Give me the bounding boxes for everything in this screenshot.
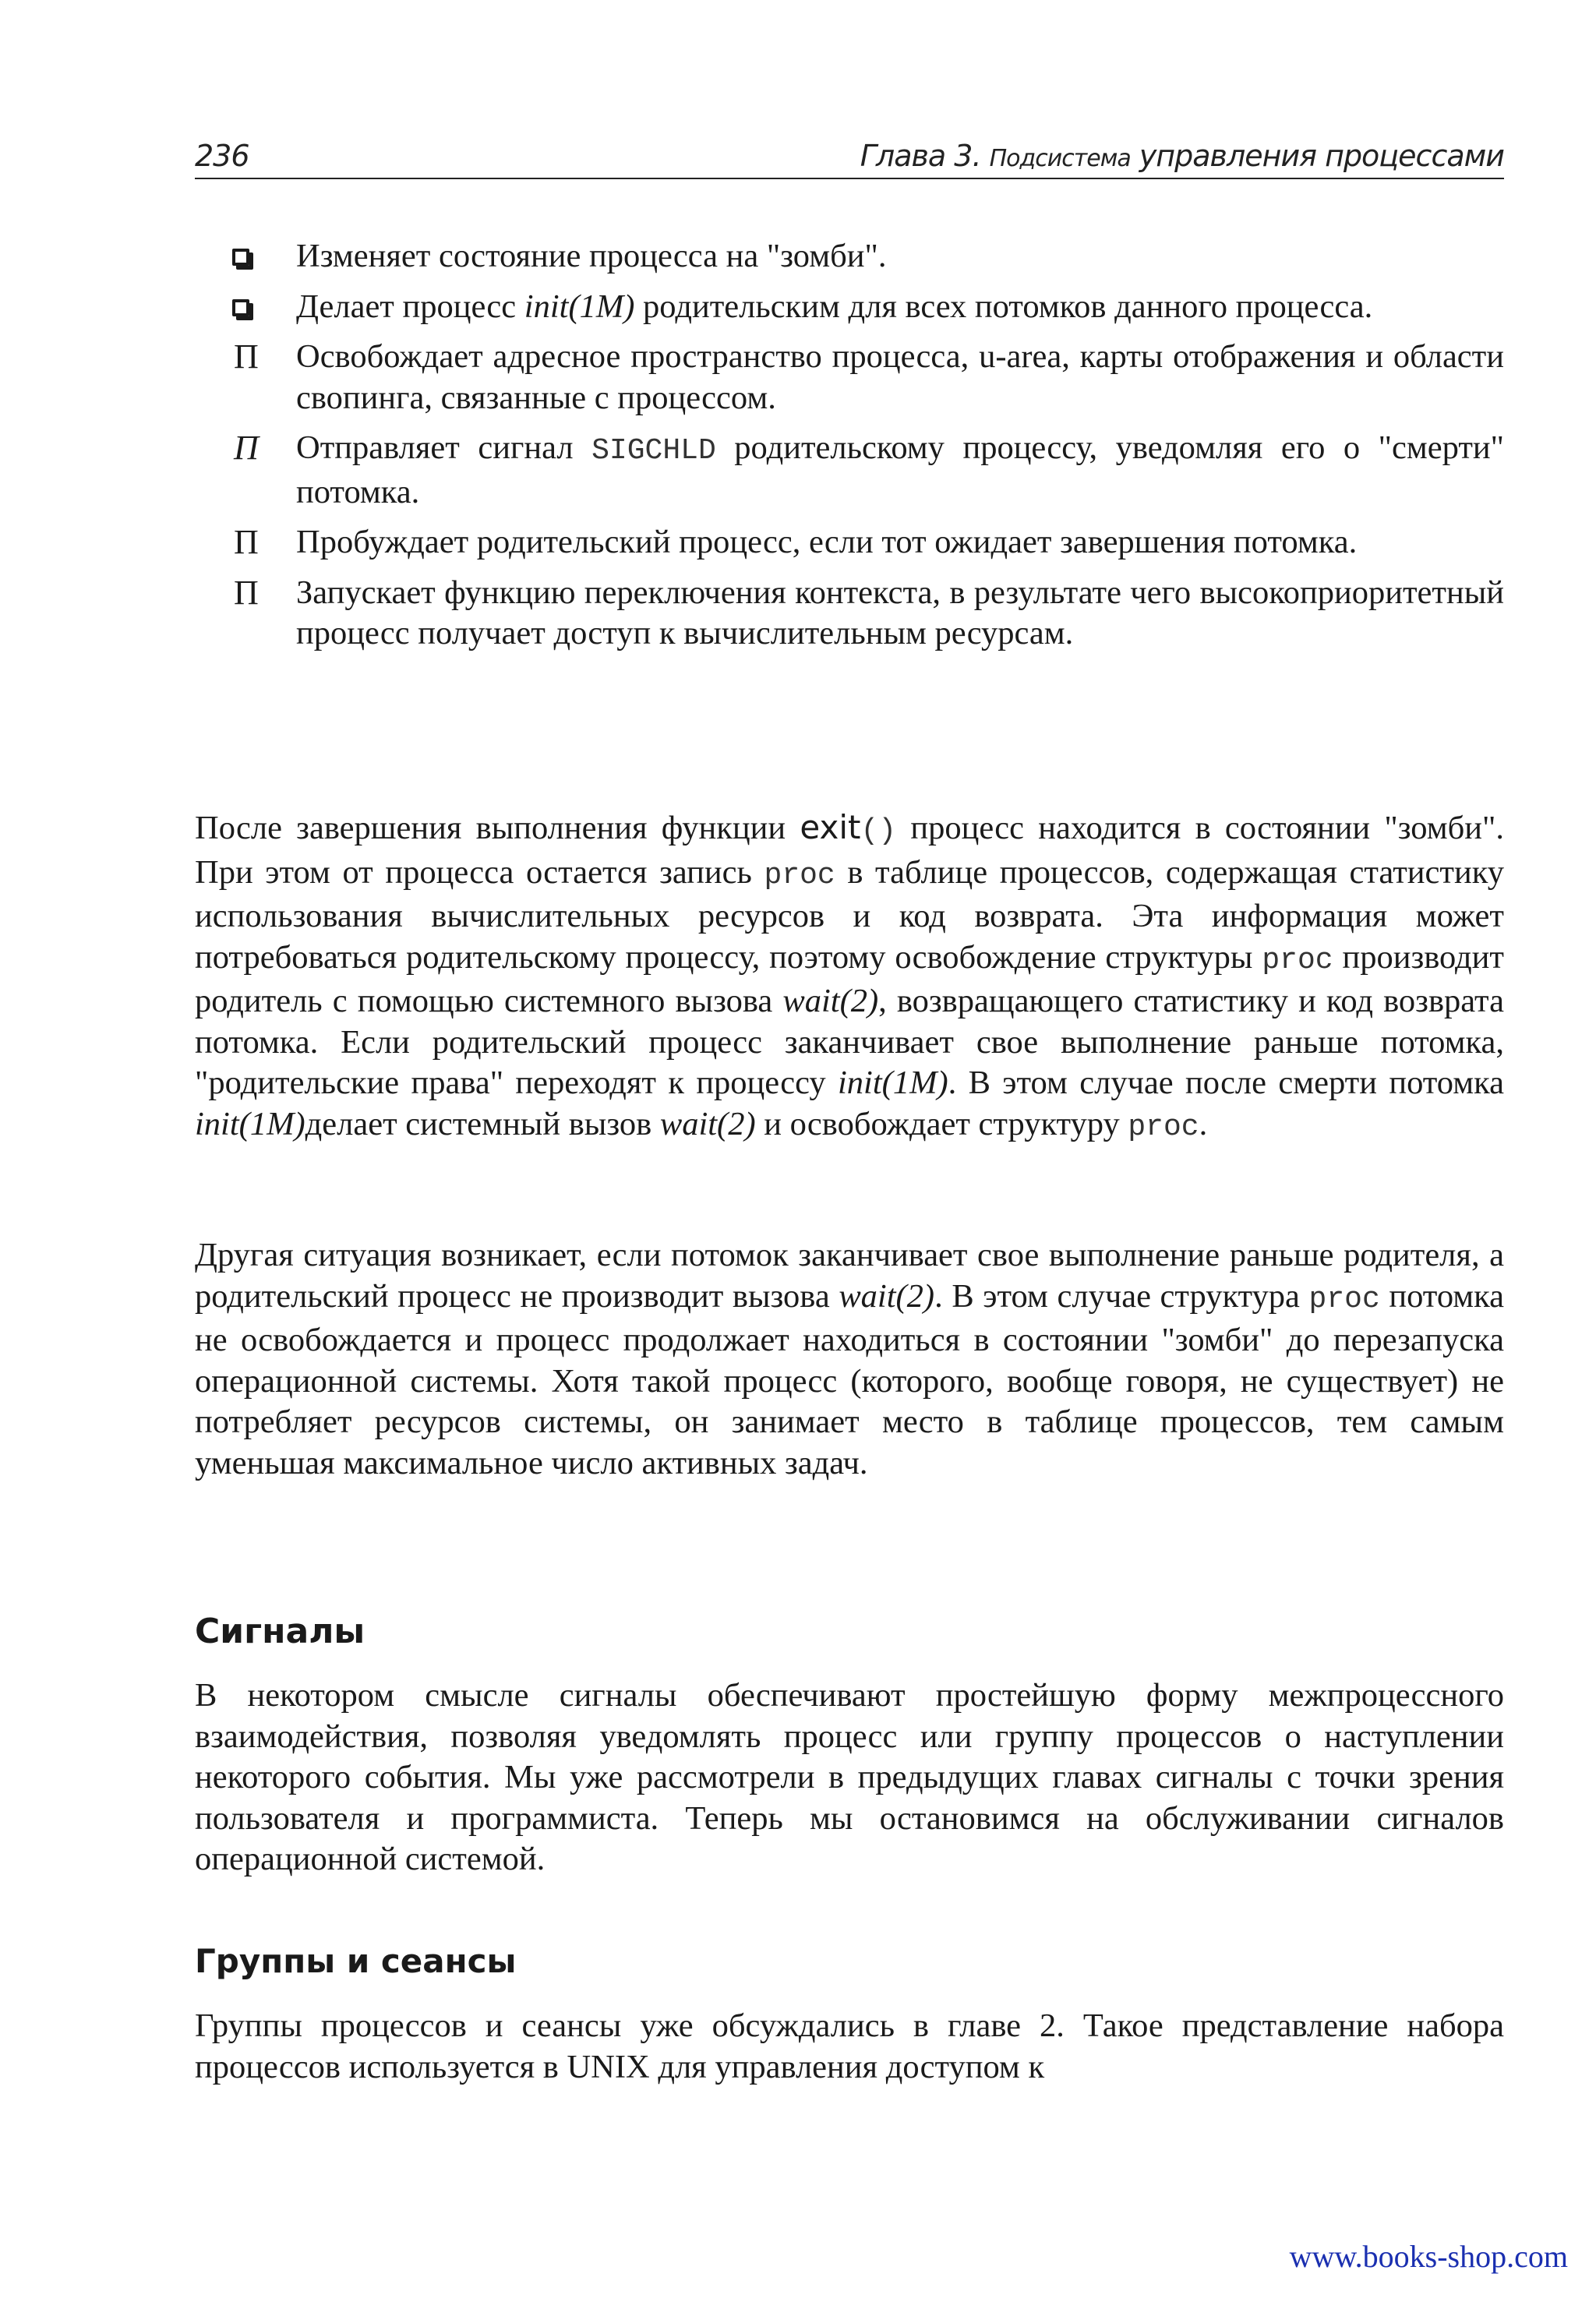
page-number: 236 (195, 139, 249, 173)
text-run: в таблице процессов, содержащая статистику использования вычислительных ресурсов и код возврата. Эта информация может потребоваться родительскому процессу, поэтому освобождение структуры (195, 853, 1504, 976)
checkbox-bullet-icon (232, 299, 249, 316)
chapter-title (860, 139, 1504, 173)
list-item (195, 428, 1504, 513)
code-proc: proc (1308, 1282, 1380, 1316)
text-run: . В этом случае структура (934, 1277, 1309, 1315)
function-ref: wait(2) (839, 1277, 935, 1315)
function-ref: wait(2) (659, 1105, 756, 1142)
list-item-text: Запускает функцию переключения контекста, в результате чего высокоприоритетный процесс получает доступ к вычислительным ресурсам. (296, 574, 1504, 651)
function-ref: init(1M) (195, 1105, 305, 1142)
paragraph: В некотором смысле сигналы обеспечивают простейшую форму межпроцессного взаимодействия, позволяя уведомлять процесс или группу процессов о наступлении некоторого события. Мы уже рассмотрели в предыдущих главах сигналы с точки зрения пользователя и программиста. Теперь мы остановимся на обслуживании сигналов операционной системой. (195, 1677, 1504, 1877)
chapter-rest: управления процессами (1139, 139, 1504, 173)
list-item (195, 287, 1504, 328)
footer-website-link[interactable]: www.books-shop.com (1289, 2239, 1568, 2274)
section-heading: Сигналы (195, 1612, 365, 1651)
text-run: , возвращающего статистику и код возврата потомка. Если родительский процесс заканчивает свое выполнение раньше потомка, "родительские права" переходят к процессу (195, 983, 1504, 1101)
list-item (195, 522, 1504, 563)
text-run: и освобождает структуру (755, 1105, 1128, 1142)
checkbox-bullet-icon (232, 249, 249, 266)
paragraph (195, 1235, 1504, 1484)
list-item-text: родительским для всех потомков данного процесса. (634, 288, 1373, 325)
text-run: делает системный вызов (305, 1105, 660, 1142)
chapter-prefix: Глава 3. (860, 139, 981, 173)
bullet-marker: П (234, 429, 259, 467)
bullet-marker: П (234, 523, 259, 561)
text-run: потомка не освобождается и процесс продолжает находиться в состоянии "зомби" до перезапуска операционной системы. Хотя такой процесс (которого, вообще говоря, не существует) не потребляет ресурсов системы, он занимает место в таблице процессов, тем самым уменьшая максимальное число активных задач. (195, 1277, 1505, 1481)
list-item-text: Отправляет сигнал (296, 429, 592, 466)
code-exit: exit (800, 808, 861, 846)
running-header (195, 131, 1504, 179)
paragraph (195, 807, 1504, 1148)
bullet-list (195, 236, 1504, 664)
text-run: После завершения выполнения функции (195, 810, 800, 846)
function-ref: init(1M) (524, 288, 635, 325)
bullet-marker: П (234, 337, 259, 376)
text-run: Другая ситуация возникает, если потомок заканчивает свое выполнение раньше родителя, а родительский процесс не производит вызова (195, 1237, 1504, 1315)
list-item-text: Делает процесс (296, 288, 524, 325)
text-run: . В этом случае после смерти потомка (948, 1064, 1504, 1101)
list-item (195, 573, 1504, 655)
list-item (195, 236, 1504, 277)
list-item-text: Пробуждает родительский процесс, если тот ожидает завершения потомка. (296, 524, 1358, 560)
list-item-text: родительскому процессу, уведомляя его о "смерти" потомка. (296, 429, 1504, 510)
paragraph: Группы процессов и сеансы уже обсуждались в главе 2. Такое представление набора процессов используется в UNIX для управления доступом к (195, 2007, 1504, 2085)
code-parens: () (860, 814, 897, 848)
text-run: процесс находится в состоянии "зомби". При этом от процесса остается запись (195, 810, 1504, 891)
list-item-text: Изменяет состояние процесса на "зомби". (296, 238, 887, 274)
function-ref: wait(2) (782, 983, 879, 1019)
bullet-marker: П (234, 573, 259, 612)
text-run: производит родитель с помощью системного вызова (195, 938, 1504, 1019)
list-item (195, 337, 1504, 418)
list-item-text: Освобождает адресное пространство процесса, u-area, карты отображения и области свопинга, связанные с процессом. (296, 338, 1504, 416)
subsection-heading: Группы и сеансы (195, 1942, 517, 1980)
code-proc: proc (1128, 1110, 1199, 1144)
code-proc: proc (764, 858, 835, 892)
code-signal: SIGCHLD (591, 434, 716, 468)
code-proc: proc (1262, 943, 1333, 977)
text-run: . (1199, 1105, 1208, 1142)
chapter-word-small: Подсистема (989, 145, 1131, 172)
function-ref: init(1M) (838, 1064, 948, 1101)
